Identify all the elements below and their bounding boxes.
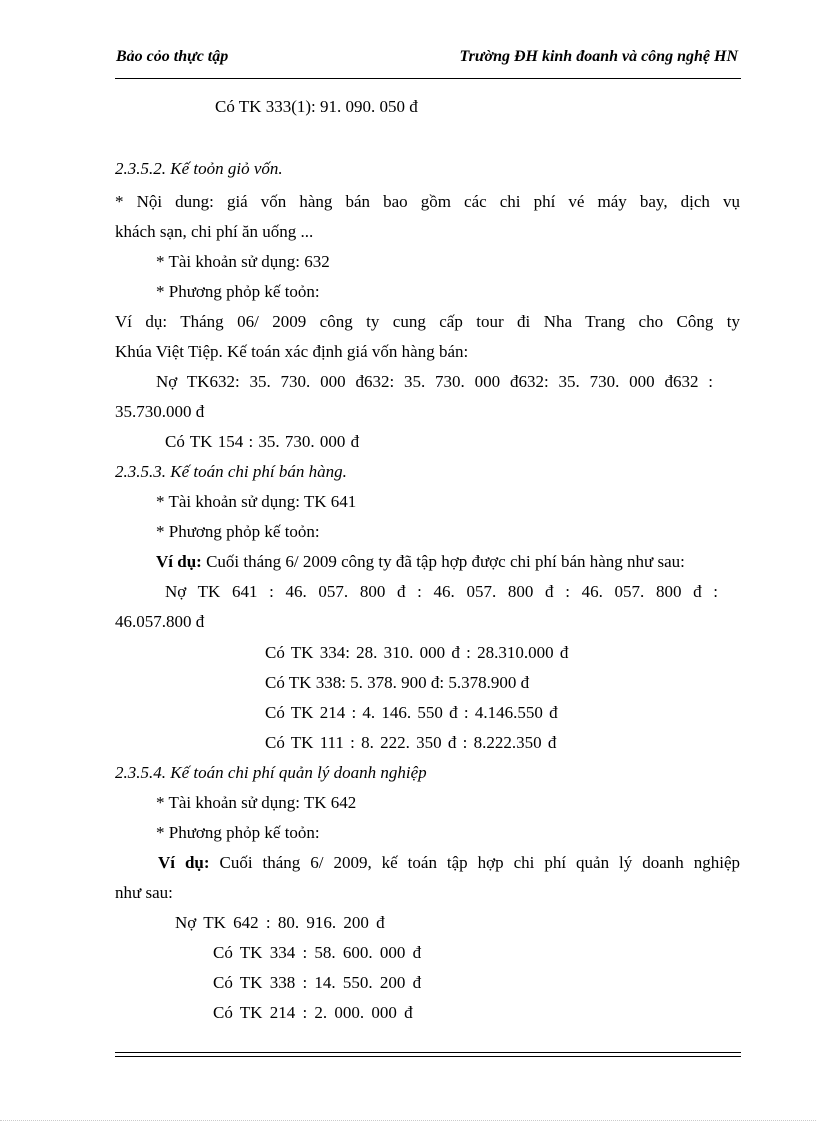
example-641 — [156, 552, 685, 572]
section-heading-2354: 2.3.5.4. Kế toán chi phí quản lý doanh nghiệp — [115, 763, 427, 782]
example-line2: Khúa Việt Tiệp. Kế toán xác định giá vốn hàng bán: — [115, 342, 469, 361]
entry-co-tk-111: Có TK 111 : 8. 222. 350 đ : 8.222.350 đ — [265, 733, 557, 752]
example-line1: Ví dụ: Tháng 06/ 2009 công ty cung cấp tour đi Nha Trang cho Công ty — [115, 312, 740, 331]
header-right-title: Trường ĐH kinh đoanh và công nghệ HN — [459, 48, 738, 65]
entry-no-tk-632-total: 35.730.000 đ — [115, 402, 205, 421]
section-heading-2352: 2.3.5.2. Kế toỏn giỏ vốn. — [115, 159, 283, 178]
method-label-2: * Phương phỏp kế toỏn: — [156, 522, 320, 541]
paragraph-content-line1: * Nội dung: giá vốn hàng bán bao gồm các chi phí vé máy bay, dịch vụ — [115, 192, 740, 211]
entry-co-tk-334: Có TK 334: 28. 310. 000 đ : 28.310.000 đ — [265, 643, 569, 662]
entry-co-tk-334-642: Có TK 334 : 58. 600. 000 đ — [213, 943, 422, 962]
entry-co-tk-214: Có TK 214 : 4. 146. 550 đ : 4.146.550 đ — [265, 703, 558, 722]
entry-co-tk-214-642: Có TK 214 : 2. 000. 000 đ — [213, 1003, 413, 1022]
example-text: Cuối tháng 6/ 2009, kế toán tập hợp chi phí quản lý doanh nghiệp — [209, 853, 741, 872]
entry-no-tk-642: Nợ TK 642 : 80. 916. 200 đ — [175, 913, 385, 932]
entry-co-tk-338: Có TK 338: 5. 378. 900 đ: 5.378.900 đ — [265, 673, 530, 692]
entry-co-tk-338-642: Có TK 338 : 14. 550. 200 đ — [213, 973, 422, 992]
example-642 — [158, 853, 740, 873]
example-label: Ví dụ: — [156, 552, 202, 571]
entry-co-tk-333: Có TK 333(1): 91. 090. 050 đ — [215, 97, 418, 116]
paragraph-content-line2: khách sạn, chi phí ăn uống ... — [115, 222, 314, 241]
header-rule — [115, 78, 741, 79]
entry-co-tk-154: Có TK 154 : 35. 730. 000 đ — [165, 432, 360, 451]
method-label-1: * Phương phỏp kế toỏn: — [156, 282, 320, 301]
example-642-line2: như sau: — [115, 883, 173, 902]
header-left-title: Bảo cỏo thực tập — [116, 48, 229, 65]
example-text: Cuối tháng 6/ 2009 công ty đã tập hợp được chi phí bán hàng như sau: — [201, 552, 685, 571]
example-label: Ví dụ: — [158, 853, 210, 872]
account-used-632: * Tài khoản sử dụng: 632 — [156, 252, 330, 271]
footer-rule-bottom — [115, 1056, 741, 1057]
page-edge — [0, 1120, 816, 1121]
footer-rule-top — [115, 1052, 741, 1053]
account-used-642: * Tài khoản sử dụng: TK 642 — [156, 793, 357, 812]
entry-no-tk-641-total: 46.057.800 đ — [115, 612, 205, 631]
account-used-641: * Tài khoản sử dụng: TK 641 — [156, 492, 357, 511]
entry-no-tk-641: Nợ TK 641 : 46. 057. 800 đ : 46. 057. 800 đ : 46. 057. 800 đ : — [165, 582, 718, 601]
section-heading-2353: 2.3.5.3. Kế toán chi phí bán hàng. — [115, 462, 347, 481]
entry-no-tk-632: Nợ TK632: 35. 730. 000 đ632: 35. 730. 000 đ632: 35. 730. 000 đ632 : — [156, 372, 713, 391]
method-label-3: * Phương phỏp kế toỏn: — [156, 823, 320, 842]
